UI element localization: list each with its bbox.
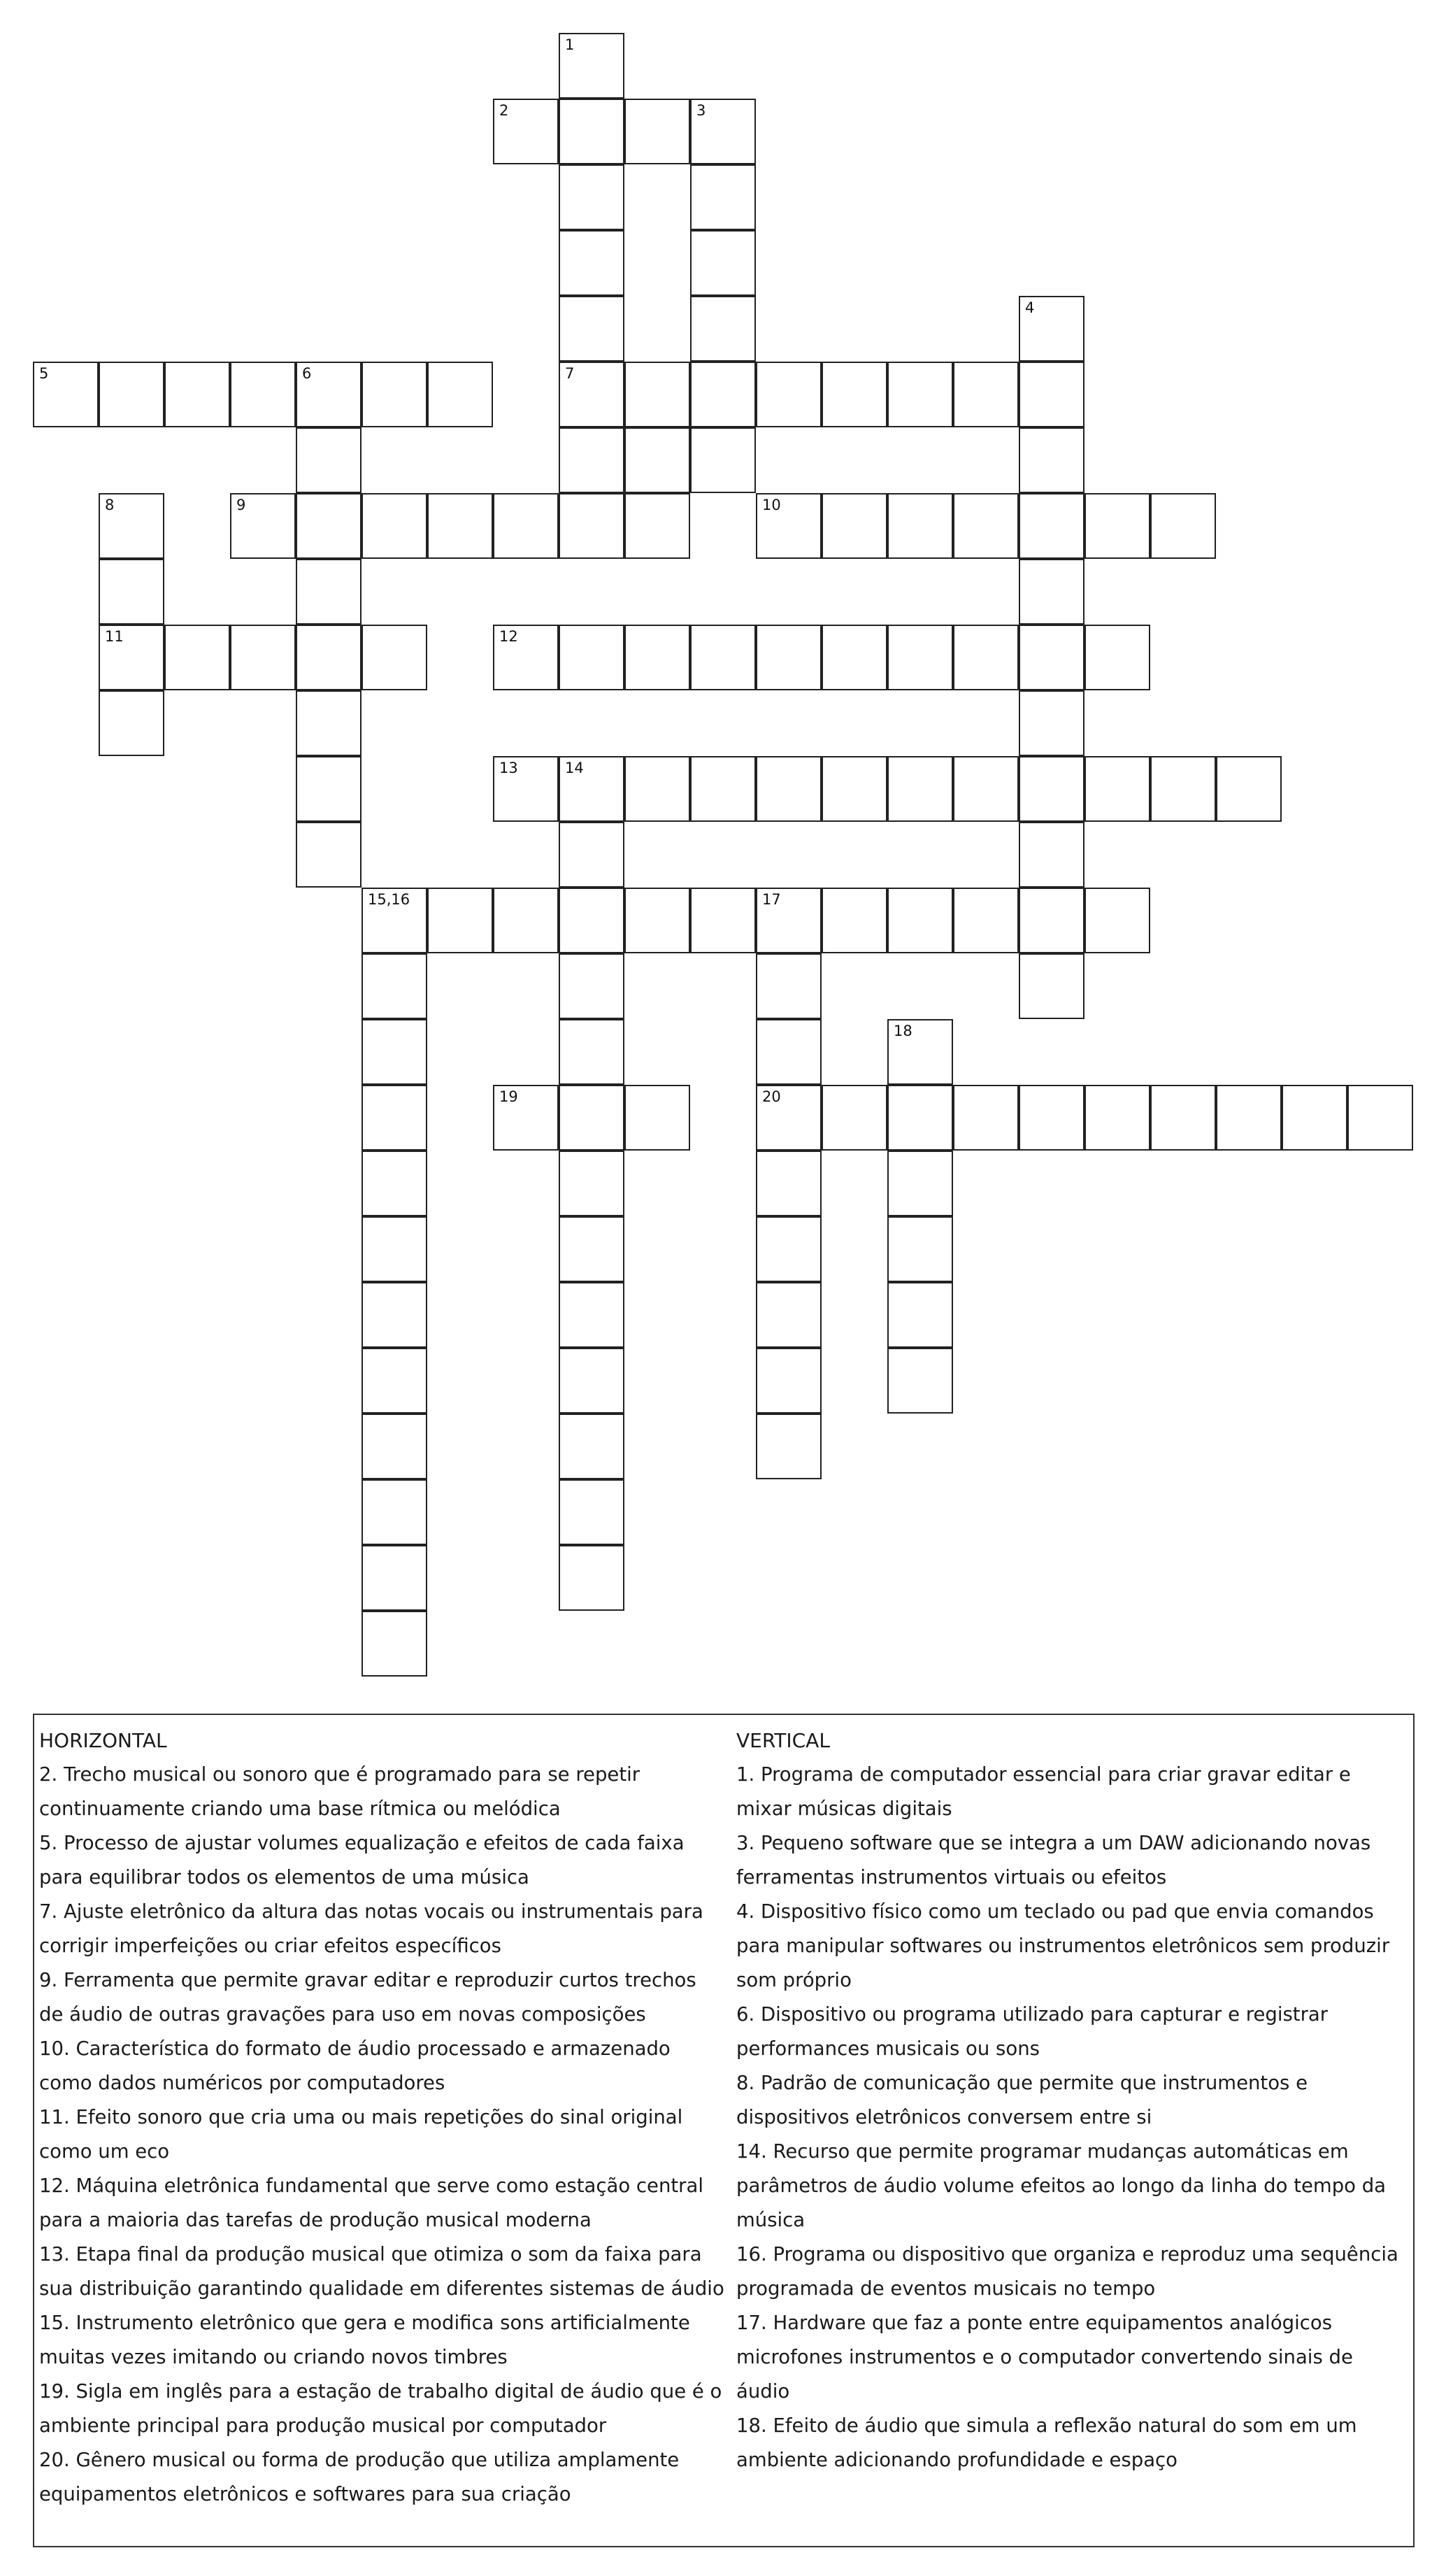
clue-across-12: 12. Máquina eletrônica fundamental que serve como estação central para a maioria das tarefas de produção musical moderna bbox=[39, 2175, 703, 2231]
clue-number: 18 bbox=[894, 1023, 912, 1039]
grid-cell[interactable] bbox=[822, 888, 887, 953]
grid-cell[interactable] bbox=[887, 1151, 953, 1216]
grid-cell[interactable] bbox=[1019, 362, 1084, 427]
grid-cell[interactable] bbox=[690, 362, 756, 427]
grid-cell[interactable] bbox=[624, 1085, 690, 1151]
grid-cell[interactable] bbox=[296, 559, 362, 625]
grid-cell[interactable] bbox=[690, 625, 756, 690]
grid-cell[interactable] bbox=[559, 1151, 624, 1216]
grid-cell[interactable] bbox=[1150, 493, 1216, 559]
grid-cell[interactable] bbox=[1019, 953, 1084, 1019]
grid-cell[interactable] bbox=[362, 1085, 427, 1151]
grid-cell[interactable] bbox=[822, 362, 887, 427]
grid-cell[interactable] bbox=[756, 953, 822, 1019]
clue-across-2: 2. Trecho musical ou sonoro que é programado para se repetir continuamente criando uma base rítmica ou melódica bbox=[39, 1763, 640, 1820]
grid-cell[interactable] bbox=[296, 822, 362, 888]
clue-down-1: 1. Programa de computador essencial para criar gravar editar e mixar músicas digitais bbox=[736, 1763, 1351, 1820]
grid-cell[interactable] bbox=[887, 362, 953, 427]
clue-across-9: 9. Ferramenta que permite gravar editar e reproduzir curtos trechos de áudio de outras gravações para uso em novas composições bbox=[39, 1969, 696, 2026]
grid-cell[interactable] bbox=[493, 888, 559, 953]
grid-cell[interactable] bbox=[822, 756, 887, 822]
clue-down-18: 18. Efeito de áudio que simula a reflexão natural do som em um ambiente adicionando profundidade e espaço bbox=[736, 2414, 1357, 2471]
grid-cell[interactable] bbox=[296, 493, 362, 559]
grid-cell[interactable] bbox=[756, 625, 822, 690]
grid-cell[interactable] bbox=[887, 1019, 953, 1085]
grid-cell[interactable] bbox=[1150, 1085, 1216, 1151]
grid-cell[interactable] bbox=[624, 625, 690, 690]
grid-cell[interactable] bbox=[1019, 493, 1084, 559]
clue-down-8: 8. Padrão de comunicação que permite que instrumentos e dispositivos eletrônicos conversem entre si bbox=[736, 2072, 1308, 2128]
grid-cell[interactable] bbox=[624, 756, 690, 822]
clue-down-17: 17. Hardware que faz a ponte entre equipamentos analógicos microfones instrumentos e o computador convertendo sinais de áudio bbox=[736, 2312, 1353, 2403]
grid-cell[interactable] bbox=[362, 1151, 427, 1216]
clue-down-16: 16. Programa ou dispositivo que organiza e reproduz uma sequência programada de eventos musicais no tempo bbox=[736, 2243, 1398, 2300]
vertical-heading: VERTICAL bbox=[736, 1729, 830, 1752]
grid-cell[interactable] bbox=[624, 362, 690, 427]
grid-cell[interactable] bbox=[559, 362, 624, 427]
grid-cell[interactable] bbox=[953, 756, 1019, 822]
grid-cell[interactable] bbox=[427, 888, 493, 953]
grid-cell[interactable] bbox=[230, 493, 296, 559]
grid-cell[interactable] bbox=[362, 1216, 427, 1282]
grid-cell[interactable] bbox=[362, 1414, 427, 1479]
grid-cell[interactable] bbox=[362, 1282, 427, 1348]
grid-cell[interactable] bbox=[1019, 1085, 1084, 1151]
grid-cell[interactable] bbox=[887, 1282, 953, 1348]
grid-cell[interactable] bbox=[427, 493, 493, 559]
grid-cell[interactable] bbox=[362, 953, 427, 1019]
clue-number: 5 bbox=[39, 365, 49, 382]
grid-cell[interactable] bbox=[493, 1085, 559, 1151]
clue-number: 3 bbox=[696, 102, 706, 119]
clue-number: 9 bbox=[236, 497, 246, 513]
grid-cell[interactable] bbox=[624, 888, 690, 953]
clue-number: 10 bbox=[762, 497, 781, 513]
grid-cell[interactable] bbox=[690, 230, 756, 296]
grid-cell[interactable] bbox=[690, 296, 756, 362]
horizontal-clues-column bbox=[39, 1723, 724, 2512]
grid-cell[interactable] bbox=[559, 1019, 624, 1085]
grid-cell[interactable] bbox=[296, 690, 362, 756]
grid-cell[interactable] bbox=[756, 362, 822, 427]
clue-across-19: 19. Sigla em inglês para a estação de trabalho digital de áudio que é o ambiente principal para produção musical por computador bbox=[39, 2380, 722, 2437]
grid-cell[interactable] bbox=[1216, 1085, 1282, 1151]
grid-cell[interactable] bbox=[559, 427, 624, 493]
clue-number: 15,16 bbox=[368, 891, 410, 908]
grid-cell[interactable] bbox=[362, 1479, 427, 1545]
clue-across-20: 20. Gênero musical ou forma de produção que utiliza amplamente equipamentos eletrônicos e softwares para sua criação bbox=[39, 2449, 680, 2505]
clue-across-10: 10. Característica do formato de áudio processado e armazenado como dados numéricos por computadores bbox=[39, 2037, 671, 2094]
grid-cell[interactable] bbox=[362, 625, 427, 690]
grid-cell[interactable] bbox=[624, 493, 690, 559]
clue-down-6: 6. Dispositivo ou programa utilizado para capturar e registrar performances musicais ou sons bbox=[736, 2003, 1329, 2060]
clue-down-3: 3. Pequeno software que se integra a um DAW adicionando novas ferramentas instrumentos virtuais ou efeitos bbox=[736, 1832, 1371, 1888]
grid-cell[interactable] bbox=[296, 427, 362, 493]
grid-cell[interactable] bbox=[887, 625, 953, 690]
grid-cell[interactable] bbox=[1084, 493, 1150, 559]
grid-cell[interactable] bbox=[1084, 756, 1150, 822]
grid-cell[interactable] bbox=[164, 625, 230, 690]
clue-down-4: 4. Dispositivo físico como um teclado ou pad que envia comandos para manipular softwares ou instrumentos eletrônicos sem produzir som próprio bbox=[736, 1900, 1390, 1991]
grid-cell[interactable] bbox=[164, 362, 230, 427]
grid-cell[interactable] bbox=[296, 756, 362, 822]
grid-cell[interactable] bbox=[99, 625, 164, 690]
clue-number: 1 bbox=[565, 36, 575, 53]
grid-cell[interactable] bbox=[690, 164, 756, 230]
grid-cell[interactable] bbox=[887, 1216, 953, 1282]
clue-number: 20 bbox=[762, 1088, 781, 1105]
grid-cell[interactable] bbox=[822, 493, 887, 559]
grid-cell[interactable] bbox=[559, 1216, 624, 1282]
grid-cell[interactable] bbox=[559, 230, 624, 296]
grid-cell[interactable] bbox=[756, 1216, 822, 1282]
grid-cell[interactable] bbox=[559, 493, 624, 559]
grid-cell[interactable] bbox=[559, 822, 624, 888]
grid-cell[interactable] bbox=[99, 559, 164, 625]
grid-cell[interactable] bbox=[1084, 888, 1150, 953]
clue-across-11: 11. Efeito sonoro que cria uma ou mais repetições do sinal original como um eco bbox=[39, 2106, 683, 2163]
grid-cell[interactable] bbox=[953, 493, 1019, 559]
grid-cell[interactable] bbox=[953, 888, 1019, 953]
clue-down-14: 14. Recurso que permite programar mudanças automáticas em parâmetros de áudio volume efeitos ao longo da linha do tempo da música bbox=[736, 2140, 1387, 2231]
grid-cell[interactable] bbox=[1019, 756, 1084, 822]
grid-cell[interactable] bbox=[362, 1348, 427, 1414]
grid-cell[interactable] bbox=[99, 690, 164, 756]
grid-cell[interactable] bbox=[1216, 756, 1282, 822]
grid-cell[interactable] bbox=[690, 888, 756, 953]
grid-cell[interactable] bbox=[624, 99, 690, 164]
grid-cell[interactable] bbox=[953, 1085, 1019, 1151]
grid-cell[interactable] bbox=[624, 427, 690, 493]
grid-cell[interactable] bbox=[822, 1085, 887, 1151]
grid-cell[interactable] bbox=[1282, 1085, 1347, 1151]
grid-cell[interactable] bbox=[1019, 625, 1084, 690]
grid-cell[interactable] bbox=[756, 1414, 822, 1479]
grid-cell[interactable] bbox=[756, 888, 822, 953]
grid-cell[interactable] bbox=[1150, 756, 1216, 822]
grid-cell[interactable] bbox=[690, 427, 756, 493]
grid-cell[interactable] bbox=[559, 625, 624, 690]
grid-cell[interactable] bbox=[559, 99, 624, 164]
grid-cell[interactable] bbox=[559, 953, 624, 1019]
clue-across-5: 5. Processo de ajustar volumes equalização e efeitos de cada faixa para equilibrar todos os elementos de uma música bbox=[39, 1832, 685, 1888]
clue-number: 12 bbox=[499, 628, 518, 645]
grid-cell[interactable] bbox=[362, 493, 427, 559]
grid-cell[interactable] bbox=[296, 625, 362, 690]
grid-cell[interactable] bbox=[887, 756, 953, 822]
clue-number: 13 bbox=[499, 760, 518, 776]
grid-cell[interactable] bbox=[690, 99, 756, 164]
grid-cell[interactable] bbox=[99, 493, 164, 559]
clue-number: 19 bbox=[499, 1088, 518, 1105]
clue-number: 8 bbox=[105, 497, 115, 513]
grid-cell[interactable] bbox=[756, 1085, 822, 1151]
grid-cell[interactable] bbox=[559, 164, 624, 230]
grid-cell[interactable] bbox=[559, 1479, 624, 1545]
grid-cell[interactable] bbox=[559, 756, 624, 822]
grid-cell[interactable] bbox=[362, 1019, 427, 1085]
clue-number: 7 bbox=[565, 365, 575, 382]
grid-cell[interactable] bbox=[1084, 1085, 1150, 1151]
grid-cell[interactable] bbox=[756, 1282, 822, 1348]
clues-box bbox=[33, 1714, 1415, 2547]
grid-cell[interactable] bbox=[1019, 296, 1084, 362]
clue-number: 11 bbox=[105, 628, 124, 645]
grid-cell[interactable] bbox=[1019, 822, 1084, 888]
clue-across-7: 7. Ajuste eletrônico da altura das notas vocais ou instrumentais para corrigir imperfeições ou criar efeitos específicos bbox=[39, 1900, 703, 1957]
grid-cell[interactable] bbox=[559, 33, 624, 99]
grid-cell[interactable] bbox=[559, 1085, 624, 1151]
grid-cell[interactable] bbox=[362, 888, 427, 953]
grid-cell[interactable] bbox=[493, 493, 559, 559]
grid-cell[interactable] bbox=[1019, 690, 1084, 756]
grid-cell[interactable] bbox=[953, 362, 1019, 427]
grid-cell[interactable] bbox=[493, 756, 559, 822]
grid-cell[interactable] bbox=[756, 1151, 822, 1216]
grid-cell[interactable] bbox=[822, 625, 887, 690]
grid-cell[interactable] bbox=[559, 888, 624, 953]
grid-cell[interactable] bbox=[493, 99, 559, 164]
grid-cell[interactable] bbox=[33, 362, 99, 427]
grid-cell[interactable] bbox=[887, 493, 953, 559]
grid-cell[interactable] bbox=[887, 1085, 953, 1151]
grid-cell[interactable] bbox=[887, 888, 953, 953]
grid-cell[interactable] bbox=[1019, 888, 1084, 953]
grid-cell[interactable] bbox=[756, 1019, 822, 1085]
grid-cell[interactable] bbox=[99, 362, 164, 427]
grid-cell[interactable] bbox=[887, 1348, 953, 1414]
grid-cell[interactable] bbox=[427, 362, 493, 427]
clue-across-13: 13. Etapa final da produção musical que otimiza o som da faixa para sua distribuição garantindo qualidade em diferentes sistemas de áudio bbox=[39, 2243, 724, 2300]
grid-cell[interactable] bbox=[559, 1414, 624, 1479]
grid-cell[interactable] bbox=[1347, 1085, 1413, 1151]
horizontal-heading: HORIZONTAL bbox=[39, 1729, 167, 1752]
grid-cell[interactable] bbox=[362, 1611, 427, 1677]
grid-cell[interactable] bbox=[559, 1348, 624, 1414]
clue-across-15: 15. Instrumento eletrônico que gera e modifica sons artificialmente muitas vezes imitando ou criando novos timbres bbox=[39, 2312, 690, 2368]
grid-cell[interactable] bbox=[953, 625, 1019, 690]
grid-cell[interactable] bbox=[690, 756, 756, 822]
grid-cell[interactable] bbox=[559, 296, 624, 362]
grid-cell[interactable] bbox=[559, 1282, 624, 1348]
grid-cell[interactable] bbox=[756, 493, 822, 559]
grid-cell[interactable] bbox=[1019, 559, 1084, 625]
clue-number: 2 bbox=[499, 102, 509, 119]
grid-cell[interactable] bbox=[362, 362, 427, 427]
grid-cell[interactable] bbox=[756, 1348, 822, 1414]
clue-number: 6 bbox=[302, 365, 312, 382]
grid-cell[interactable] bbox=[296, 362, 362, 427]
grid-cell[interactable] bbox=[230, 362, 296, 427]
vertical-clues-column bbox=[736, 1723, 1411, 2477]
clue-number: 14 bbox=[565, 760, 584, 776]
clue-number: 4 bbox=[1025, 299, 1035, 316]
grid-cell[interactable] bbox=[1084, 625, 1150, 690]
grid-cell[interactable] bbox=[362, 1545, 427, 1611]
grid-cell[interactable] bbox=[230, 625, 296, 690]
grid-cell[interactable] bbox=[756, 756, 822, 822]
grid-cell[interactable] bbox=[1019, 427, 1084, 493]
clue-number: 17 bbox=[762, 891, 781, 908]
grid-cell[interactable] bbox=[559, 1545, 624, 1611]
grid-cell[interactable] bbox=[493, 625, 559, 690]
